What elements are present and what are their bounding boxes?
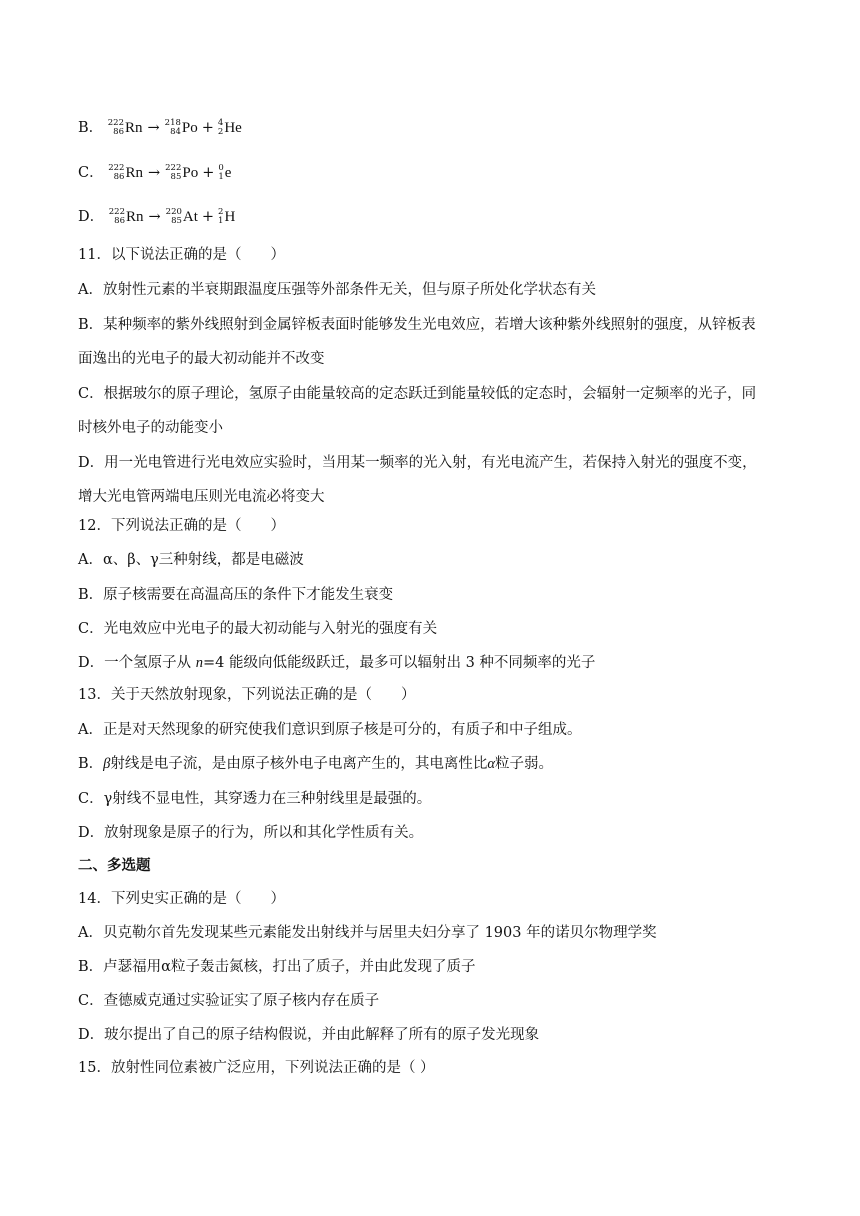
arrow: → — [147, 165, 161, 181]
q13-option-b[interactable]: B．β射线是电子流，是由原子核外电子电离产生的，其电离性比α粒子弱。 — [78, 756, 554, 772]
q11-option-c-line2[interactable]: 时核外电子的动能变小 — [78, 420, 223, 436]
q11-option-d-line1[interactable]: D．用一光电管进行光电效应实验时，当用某一频率的光入射，有光电流产生，若保持入射光的强度不变， — [78, 455, 757, 471]
q11-option-d-line2[interactable]: 增大光电管两端电压则光电流必将变大 — [78, 489, 325, 505]
arrow: → — [148, 209, 161, 225]
q11-option-c-line1[interactable]: C．根据玻尔的原子理论，氢原子由能量较高的定态跃迁到能量较低的定态时，会辐射一定频率的光子，同 — [78, 386, 757, 402]
nuclide-po: 222 85 Po — [165, 163, 199, 182]
nuclide-rn: 222 86 Rn — [107, 118, 143, 137]
nuclide-rn: 222 86 Rn — [108, 163, 143, 182]
option-c-equation[interactable]: C． 222 86 Rn → 222 85 Po + 0 1 e — [78, 163, 232, 182]
q14-option-a[interactable]: A．贝克勒尔首先发现某些元素能发出射线并与居里夫妇分享了 1903 年的诺贝尔物理学奖 — [78, 925, 657, 941]
q14-option-c[interactable]: C．查德威克通过实验证实了原子核内存在质子 — [78, 993, 380, 1009]
q11-option-b-line2[interactable]: 面逸出的光电子的最大初动能并不改变 — [78, 351, 325, 367]
q12-option-a[interactable]: A．α、β、γ三种射线，都是电磁波 — [78, 552, 304, 568]
nuclide-he: 4 2 He — [217, 118, 242, 137]
section-heading-multi-choice: 二、多选题 — [78, 857, 151, 874]
arrow: → — [147, 120, 160, 136]
nuclide-rn: 222 86 Rn — [108, 207, 144, 226]
q14-stem: 14．下列史实正确的是（ ） — [78, 891, 285, 907]
q12-option-b[interactable]: B．原子核需要在高温高压的条件下才能发生衰变 — [78, 587, 394, 603]
q13-option-d[interactable]: D．放射现象是原子的行为，所以和其化学性质有关。 — [78, 825, 424, 841]
q11-option-b-line1[interactable]: B．某种频率的紫外线照射到金属锌板表面时能够发生光电效应，若增大该种紫外线照射的强度，从锌板表 — [78, 317, 756, 333]
q11-option-a[interactable]: A．放射性元素的半衰期跟温度压强等外部条件无关，但与原子所处化学状态有关 — [78, 282, 596, 298]
option-d-equation[interactable]: D． 222 86 Rn → 220 85 At + 2 1 H — [78, 207, 236, 226]
q12-option-c[interactable]: C．光电效应中光电子的最大初动能与入射光的强度有关 — [78, 621, 438, 637]
q14-option-d[interactable]: D．玻尔提出了自己的原子结构假说，并由此解释了所有的原子发光现象 — [78, 1027, 540, 1043]
q13-option-c[interactable]: C．γ射线不显电性，其穿透力在三种射线里是最强的。 — [78, 791, 432, 807]
nuclide-po: 218 84 Po — [164, 118, 198, 137]
q13-stem: 13．关于天然放射现象，下列说法正确的是（ ） — [78, 687, 416, 703]
q11-stem: 11．以下说法正确的是（ ） — [78, 247, 285, 263]
nuclide-e: 0 1 e — [218, 163, 232, 182]
option-b-equation[interactable]: B． 222 86 Rn → 218 84 Po + 4 2 He — [78, 118, 242, 137]
q12-option-d[interactable]: D．一个氢原子从 n=4 能级向低能级跃迁，最多可以辐射出 3 种不同频率的光子 — [78, 655, 596, 671]
q14-option-b[interactable]: B．卢瑟福用α粒子轰击氮核，打出了质子，并由此发现了质子 — [78, 959, 476, 975]
nuclide-at: 220 85 At — [165, 207, 198, 226]
q13-option-a[interactable]: A．正是对天然现象的研究使我们意识到原子核是可分的，有质子和中子组成。 — [78, 722, 582, 738]
q12-stem: 12．下列说法正确的是（ ） — [78, 518, 285, 534]
q15-stem: 15．放射性同位素被广泛应用，下列说法正确的是（ ） — [78, 1060, 435, 1076]
nuclide-h: 2 1 H — [218, 207, 236, 226]
